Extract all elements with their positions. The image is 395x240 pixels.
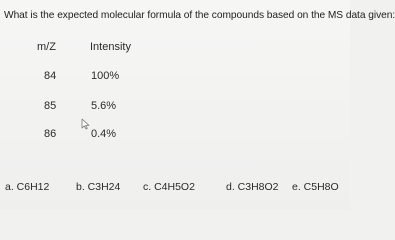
mz-header: m/Z (37, 41, 56, 53)
mz-value: 84 (44, 70, 57, 82)
cursor-icon (81, 118, 91, 130)
intensity-value: 5.6% (91, 100, 117, 112)
intensity-value: 100% (91, 70, 120, 82)
intensity-value: 0.4% (91, 128, 117, 140)
answer-c: c. C4H5O2 (143, 181, 195, 193)
question-text: What is the expected molecular formula of the compounds based on the MS data given: (4, 10, 395, 21)
mz-value: 86 (44, 128, 57, 140)
answer-d: d. C3H8O2 (226, 181, 279, 193)
answer-e: e. C5H8O (292, 181, 339, 193)
mz-value: 85 (44, 100, 57, 112)
answer-a: a. C6H12 (5, 181, 50, 193)
answer-b: b. C3H24 (76, 181, 121, 193)
intensity-header: Intensity (90, 41, 131, 53)
